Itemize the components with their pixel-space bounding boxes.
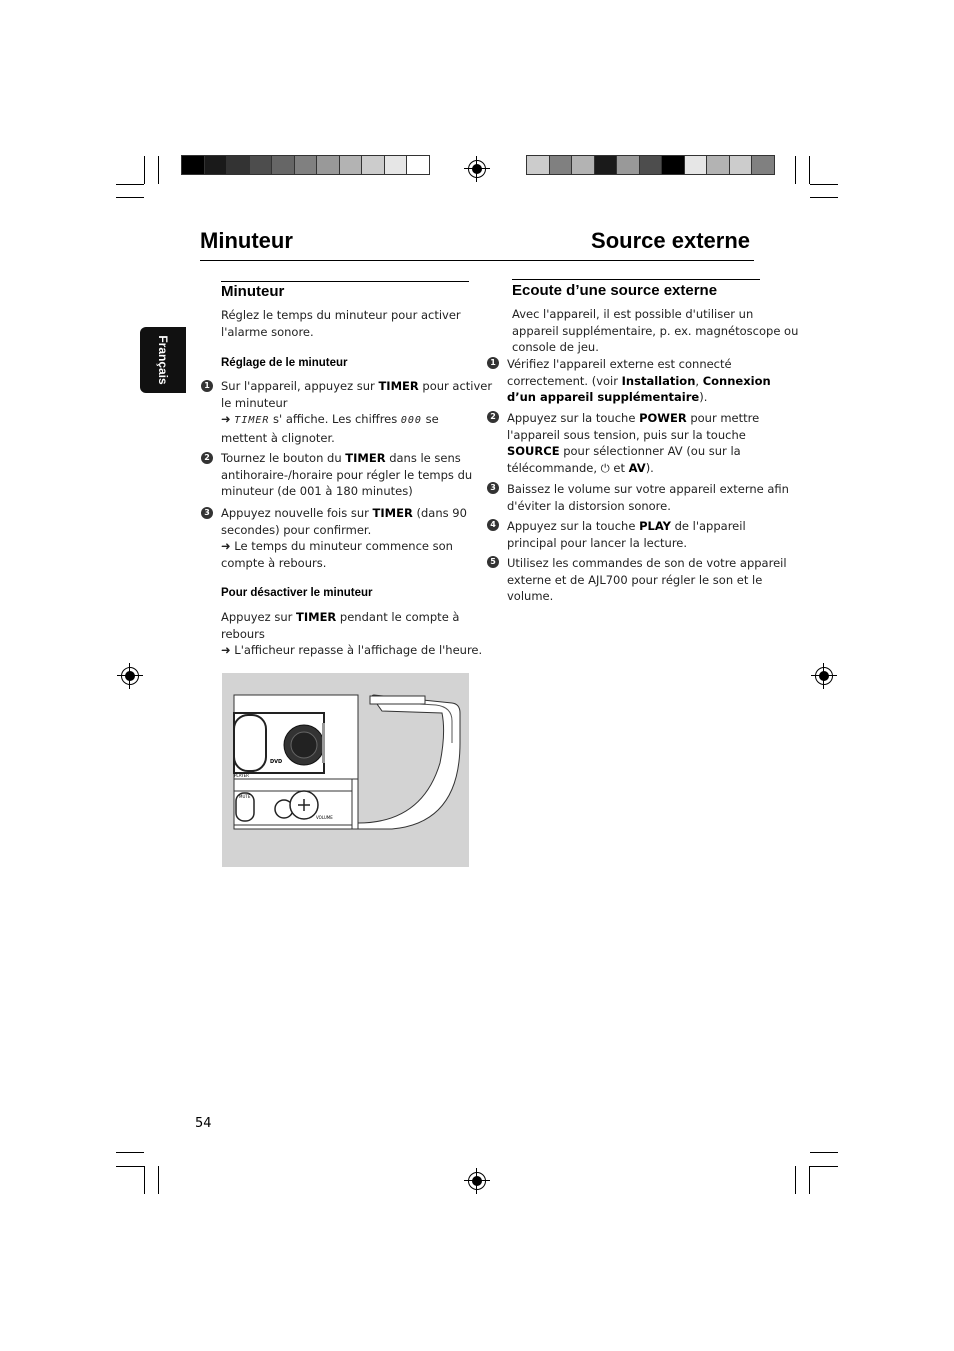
color-swatch — [661, 155, 685, 175]
crop-mark — [810, 1152, 838, 1153]
color-swatch — [316, 155, 340, 175]
subheading-desactiver: Pour désactiver le minuteur — [221, 587, 373, 599]
step-number-icon: 4 — [487, 519, 499, 531]
step-number-icon: 2 — [487, 411, 499, 423]
volume-label: VOLUME — [316, 815, 333, 820]
right-step-3-text: Baissez le volume sur votre appareil externe afin d'éviter la distorsion sonore. — [507, 482, 789, 513]
device-illustration — [222, 673, 469, 867]
color-swatch — [549, 155, 573, 175]
crop-mark — [810, 184, 838, 185]
color-swatch — [706, 155, 730, 175]
color-swatch — [594, 155, 618, 175]
page-title-right: Source externe — [591, 228, 750, 253]
registration-mark-icon — [468, 160, 486, 178]
registration-mark-icon — [468, 1172, 486, 1190]
color-swatch — [294, 155, 318, 175]
crop-mark — [116, 1152, 144, 1153]
step-number-icon: 2 — [201, 452, 213, 464]
color-swatch — [751, 155, 775, 175]
color-swatch — [684, 155, 708, 175]
crop-mark — [810, 197, 838, 198]
subheading-reglage: Réglage de le minuteur — [221, 357, 348, 369]
registration-mark-icon — [815, 667, 833, 685]
crop-mark — [809, 156, 810, 184]
right-step-4-text: Appuyez sur la touche PLAY de l'appareil principal pour lancer la lecture. — [507, 519, 746, 550]
color-swatch — [639, 155, 663, 175]
mute-label: MUTE — [239, 794, 251, 799]
color-swatch — [361, 155, 385, 175]
crop-mark — [810, 1166, 838, 1167]
crop-mark — [795, 1166, 796, 1194]
crop-mark — [116, 1166, 144, 1167]
color-swatch — [204, 155, 228, 175]
section-heading-source: Ecoute d’une source externe — [512, 282, 718, 299]
crop-mark — [144, 1166, 145, 1194]
off-text: Appuyez sur TIMER pendant le compte à rebours ➜ L'afficheur repasse à l'affichage de l'heure. — [221, 610, 483, 657]
right-step-2-text: Appuyez sur la touche POWER pour mettre l'appareil sous tension, puis sur la touche SOURCE pour sélectionner AV (ou sur la télécommande, ⏻ et AV). — [507, 411, 760, 475]
step-number-icon: 1 — [487, 357, 499, 369]
arrow-icon: ➜ — [221, 643, 231, 657]
color-swatch — [339, 155, 363, 175]
color-swatch — [226, 155, 250, 175]
section-rule-left — [221, 281, 469, 282]
right-step-5-text: Utilisez les commandes de son de votre appareil externe et de AJL700 pour régler le son et le volume. — [507, 556, 787, 603]
crop-mark — [144, 156, 145, 184]
crop-mark — [809, 1166, 810, 1194]
intro-text: Réglez le temps du minuteur pour activer l'alarme sonore. — [221, 308, 461, 339]
step-number-icon: 3 — [487, 482, 499, 494]
color-swatch — [526, 155, 550, 175]
crop-mark — [795, 156, 796, 184]
step-3-text: Appuyez nouvelle fois sur TIMER (dans 90 secondes) pour confirmer. ➜ Le temps du minuteur commence son compte à rebours. — [221, 506, 467, 570]
intro-text-right: Avec l'appareil, il est possible d'utiliser un appareil supplémentaire, p. ex. magnétoscope ou console de jeu. — [512, 307, 799, 354]
page-title-left: Minuteur — [200, 228, 293, 253]
step-2-text: Tournez le bouton du TIMER dans le sens antihoraire-/horaire pour régler le temps du minuteur (de 001 à 180 minutes) — [221, 451, 473, 498]
color-swatch — [406, 155, 430, 175]
section-heading-minuteur: Minuteur — [221, 283, 285, 300]
color-swatch — [181, 155, 205, 175]
crop-mark — [158, 1166, 159, 1194]
crop-mark — [116, 197, 144, 198]
dvd-logo: DVD — [270, 759, 283, 765]
language-tab: Français — [140, 327, 186, 393]
color-swatch — [616, 155, 640, 175]
color-swatch — [729, 155, 753, 175]
section-rule-right — [512, 279, 760, 280]
step-number-icon: 3 — [201, 507, 213, 519]
player-label: PLAYER — [234, 773, 249, 778]
arrow-icon: ➜ — [221, 539, 231, 553]
power-icon: ⏻ — [600, 460, 610, 475]
page-number: 54 — [195, 1116, 212, 1131]
arrow-icon: ➜ — [221, 412, 231, 426]
header-rule — [200, 260, 754, 261]
crop-mark — [116, 184, 144, 185]
step-number-icon: 5 — [487, 556, 499, 568]
crop-mark — [158, 156, 159, 184]
right-step-1-text: Vérifiez l'appareil externe est connecté correctement. (voir Installation, Connexion d’un appareil supplémentaire). — [507, 357, 771, 404]
color-swatch — [571, 155, 595, 175]
color-swatch — [384, 155, 408, 175]
color-swatch — [271, 155, 295, 175]
registration-mark-icon — [121, 667, 139, 685]
step-1-text: Sur l'appareil, appuyez sur TIMER pour activer le minuteur ➜ TIMER s' affiche. Les chiffres 000 se mettent à clignoter. — [221, 379, 493, 445]
step-number-icon: 1 — [201, 380, 213, 392]
color-swatch — [249, 155, 273, 175]
